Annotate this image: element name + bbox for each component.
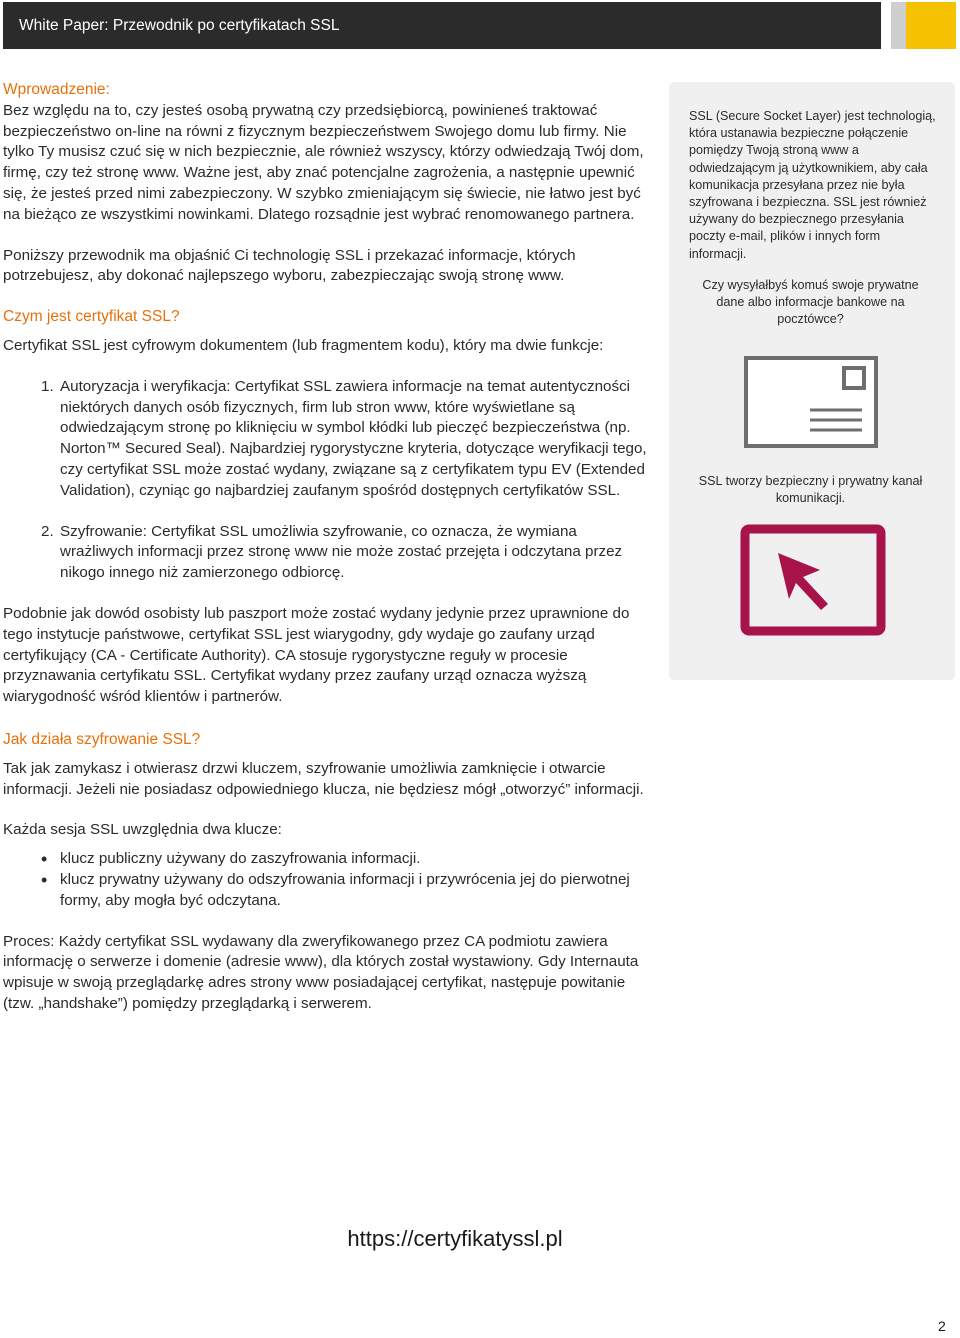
bullet-icon: • xyxy=(41,869,48,890)
what-is-ssl-heading: Czym jest certyfikat SSL? xyxy=(3,308,180,326)
document-title: White Paper: Przewodnik po certyfikatach SSL xyxy=(19,17,340,34)
sidebar-panel xyxy=(669,82,955,680)
ssl-definition: SSL (Secure Socket Layer) jest technologią, która ustanawia bezpieczne połączenie pomiędzy Twoją stroną www a odwiedzającym ją użytkownikiem, aby cała komunikacja przesyłana przez nie była szyfrowana i bezpieczna. SSL jest również używany do bezpiecznego przesyłania poczty e-mail, plików i innych form informacji. xyxy=(689,109,936,261)
key-text: klucz publiczny używany do zaszyfrowania informacji. xyxy=(60,850,421,868)
function-text: Szyfrowanie: Certyfikat SSL umożliwia szyfrowanie, co oznacza, że wymiana wrażliwych informacji przez stronę www nie może zostać przejęta i odczytana przez nikogo innego niż zamierzonego odbiorcę. xyxy=(60,522,623,582)
intro-paragraph: Bez względu na to, czy jesteś osobą prywatną czy przedsiębiorcą, powinieneś traktować bezpieczeństwo on-line na równi z fizycznym bezpieczeństwem Swojego domu lub firmy. Nie tylko Ty musisz czuć się w nich bezpiecznie, ale również wszyscy, którzy odwiedzają Twój dom, firmę, czy też stronę www. Ważne jest, aby znać potencjalne zagrożenia, a następnie upewnić się, że jesteś przed nimi zabezpieczony. W szybko zmieniającym się świecie, nie łatwo jest być na bieżąco ze wszystkimi nowinkami. Dlatego rozsądnie jest wybrać renomowanego partnera. xyxy=(3,101,644,223)
function-number: 1. xyxy=(41,377,54,395)
footer-url[interactable]: https://certyfikatyssl.pl xyxy=(347,1226,563,1251)
guide-paragraph: Poniższy przewodnik ma objaśnić Ci technologię SSL i przekazać informacje, których potrzebujesz, aby dokonać najlepszego wyboru, zabezpieczając swoją stronę www. xyxy=(3,246,576,285)
process-paragraph: Proces: Każdy certyfikat SSL wydawany dla zweryfikowanego przez CA podmiotu zawiera informację o serwerze i domenie (adresie www), dla których został wystawiony. Gdy Internauta wpisuje w swoją przeglądarkę adres strony www posiadającej certyfikat, następuje powitanie (tzw. „handshake”) pomiędzy przeglądarką i serwerem. xyxy=(3,932,639,1012)
how-ssl-works-heading: Jak działa szyfrowanie SSL? xyxy=(3,730,201,748)
function-item-encryption xyxy=(41,522,653,584)
keys-list xyxy=(3,849,653,911)
key-text: klucz prywatny używany do odszyfrowania informacji i przywrócenia jej do pierwotnej formy, aby mogła być odczytana. xyxy=(60,870,630,909)
postcard-question: Czy wysyłałbyś komuś swoje prywatne dane albo informacje bankowe na pocztówce? xyxy=(702,278,919,327)
header-accent-yellow xyxy=(906,2,956,49)
header-bar xyxy=(3,2,881,49)
trust-paragraph: Podobnie jak dowód osobisty lub paszport może zostać wydany jedynie przez uprawnione do tego instytucje państwowe, certyfikat SSL jest wiarygodny, gdy wydaje go zaufany urząd certyfikujący (CA - Certificate Authority). CA stosuje rygorystyczne reguły w procesie przyznawania certyfikatu SSL. Certyfikat wydany przez zaufany urząd oznacza wyższą wiarygodność wśród klientów i partnerów. xyxy=(3,604,630,706)
what-is-ssl-paragraph: Certyfikat SSL jest cyfrowym dokumentem (lub fragmentem kodu), który ma dwie funkcje: xyxy=(3,336,604,354)
screen-cursor-icon xyxy=(740,524,886,636)
postcard-icon xyxy=(744,356,878,448)
function-text: Autoryzacja i weryfikacja: Certyfikat SSL zawiera informacje na temat autentyczności niektórych danych osób fizycznych, firm lub stron www, które wyświetlane są odwiedzającym stronę po kliknięciu w symbol kłódki lub pieczęć bezpieczeństwa (np. Norton™ Secured Seal). Najbardziej rygorystyczne kryteria, dotyczące weryfikacji tego, czy certyfikat SSL może zostać wydany, związane są z certyfikatem typu EV (Extended Validation), czyniąc go najbardziej zaufanym spośród dostępnych certyfikatów SSL. xyxy=(60,377,647,499)
list-item xyxy=(41,870,653,912)
bullet-icon: • xyxy=(41,849,48,870)
function-item-authorization xyxy=(41,377,653,502)
function-number: 2. xyxy=(41,522,54,540)
intro-heading: Wprowadzenie: xyxy=(3,81,110,98)
secure-channel-text: SSL tworzy bezpieczny i prywatny kanał komunikacji. xyxy=(698,474,923,506)
keys-intro: Każda sesja SSL uwzględnia dwa klucze: xyxy=(3,821,282,839)
page-number: 2 xyxy=(938,1318,946,1334)
list-item xyxy=(41,849,653,870)
main-content xyxy=(3,80,653,1015)
header-accent-gray xyxy=(891,2,906,49)
how-ssl-works-paragraph: Tak jak zamykasz i otwierasz drzwi kluczem, szyfrowanie umożliwia zamknięcie i otwarcie informacji. Jeżeli nie posiadasz odpowiedniego klucza, nie będziesz mógł „otworzyć” informacji. xyxy=(3,759,644,798)
